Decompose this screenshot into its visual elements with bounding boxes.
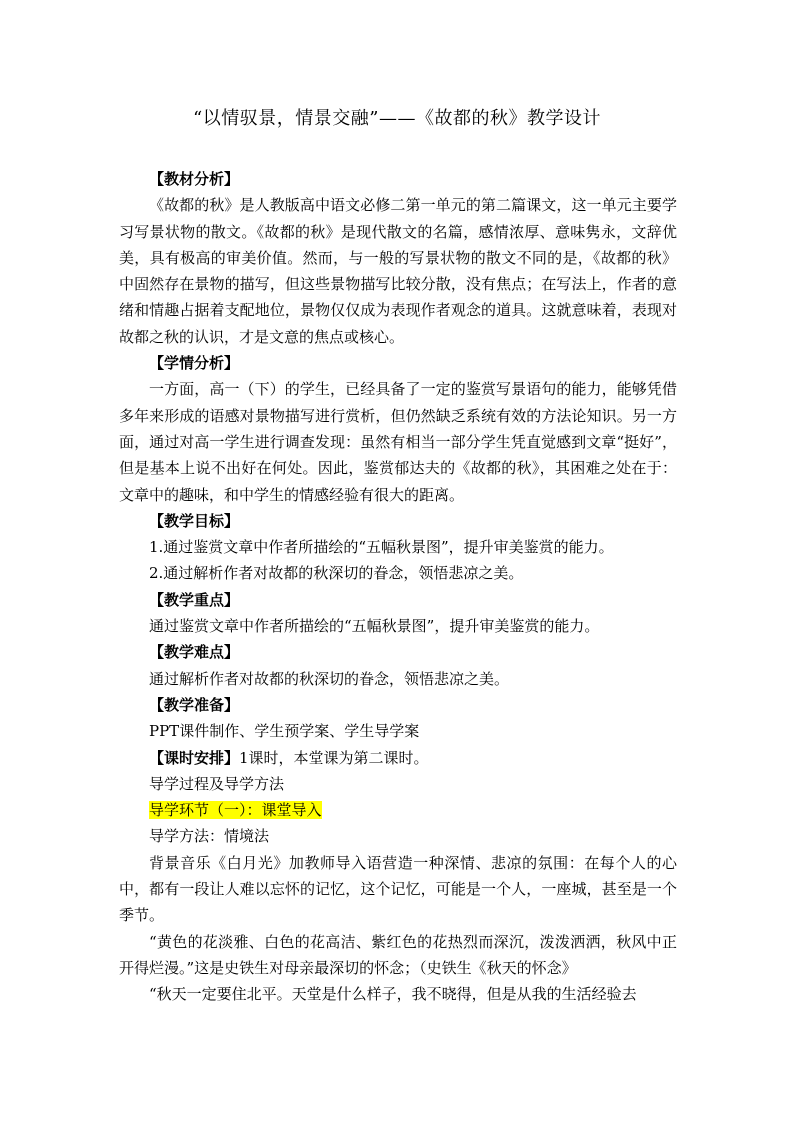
section-heading-schedule: 【课时安排】 [149, 748, 240, 767]
step1-title-line [119, 797, 677, 823]
step1-method: 导学方法：情境法 [149, 827, 270, 846]
goal-item-1: 1.通过鉴赏文章中作者所描绘的“五幅秋景图”，提升审美鉴赏的能力。 [149, 538, 614, 557]
document-body [119, 166, 677, 1008]
step1-paragraph-2: “黄色的花淡雅、白色的花高洁、紫红色的花热烈而深沉，泼泼洒洒，秋风中正开得烂漫。”这是史铁生对母亲最深切的怀念；（史铁生《秋天的怀念》 [119, 932, 677, 977]
step1-paragraph-3: “秋天一定要住北平。天堂是什么样子，我不晓得，但是从我的生活经验去 [149, 985, 637, 1004]
paragraph-difficulty: 通过解析作者对故都的秋深切的眷念，领悟悲凉之美。 [149, 669, 510, 688]
section-heading-focus: 【教学重点】 [149, 590, 240, 609]
paragraph-material: 《故都的秋》是人教版高中语文必修二第一单元的第二篇课文，这一单元主要学习写景状物的散文。《故都的秋》是现代散文的名篇，感情浓厚、意味隽永，文辞优美，具有极高的审美价值。然而，与一般的写景状物的散文不同的是，《故都的秋》中固然存在景物的描写，但这些景物描写比较分散，没有焦点；在写法上，作者的意绪和情趣占据着支配地位，景物仅仅成为表现作者观念的道具。这就意味着，表现对故都之秋的认识，才是文意的焦点或核心。 [119, 196, 677, 346]
step1-paragraph-1: 背景音乐《白月光》加教师导入语营造一种深情、悲凉的氛围：在每个人的心中，都有一段让人难以忘怀的记忆，这个记忆，可能是一个人，一座城，甚至是一个季节。 [119, 853, 677, 925]
document-title: “以情驭景，情景交融”——《故都的秋》教学设计 [193, 108, 601, 129]
section-heading-students: 【学情分析】 [149, 354, 240, 373]
paragraph-students: 一方面，高一（下）的学生，已经具备了一定的鉴赏写景语句的能力，能够凭借多年来形成的语感对景物描写进行赏析，但仍然缺乏系统有效的方法论知识。另一方面，通过对高一学生进行调查发现：虽然有相当一部分学生凭直觉感到文章“挺好”，但是基本上说不出好在何处。因此，鉴赏郁达夫的《故都的秋》，其困难之处在于：文章中的趣味，和中学生的情感经验有很大的距离。 [119, 380, 677, 504]
section-heading-prep: 【教学准备】 [149, 695, 240, 714]
schedule-text: 1课时，本堂课为第二课时。 [239, 748, 429, 767]
paragraph-focus: 通过鉴赏文章中作者所描绘的“五幅秋景图”，提升审美鉴赏的能力。 [149, 617, 600, 636]
paragraph-prep: PPT课件制作、学生预学案、学生导学案 [149, 722, 420, 741]
section-heading-material: 【教材分析】 [149, 170, 240, 188]
goal-item-2: 2.通过解析作者对故都的秋深切的眷念，领悟悲凉之美。 [149, 564, 524, 583]
process-title: 导学过程及导学方法 [149, 774, 285, 793]
section-heading-difficulty: 【教学难点】 [149, 643, 240, 662]
section-heading-goals: 【教学目标】 [149, 511, 240, 530]
step1-title-highlight: 导学环节（一）：课堂导入 [149, 801, 322, 820]
schedule-line [119, 745, 677, 771]
